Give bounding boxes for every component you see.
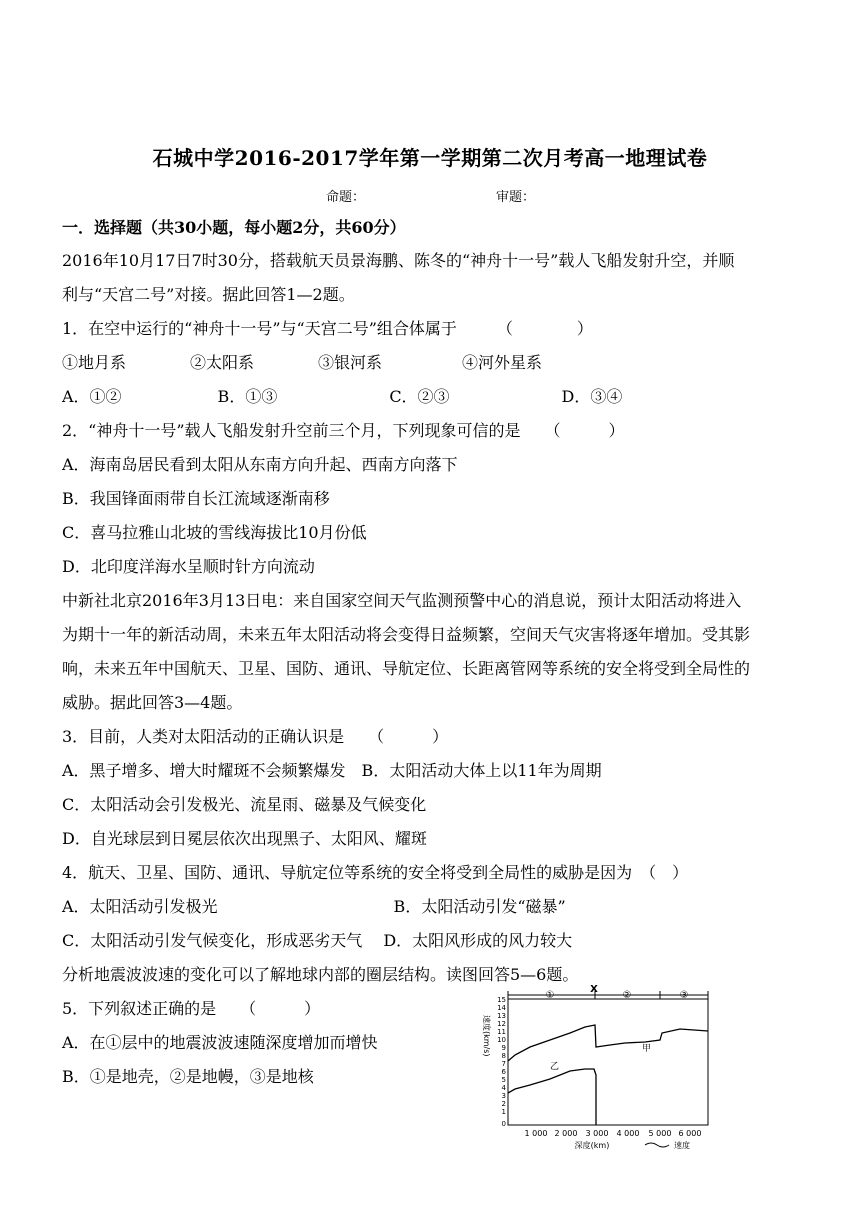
y-tick: 6 bbox=[501, 1068, 506, 1076]
seismic-wave-figure bbox=[470, 985, 720, 1155]
plot-frame bbox=[508, 999, 708, 1125]
question-3-options-ab: A．黑子增多、增大时耀斑不会频繁爆发 B．太阳活动大体上以11年为周期 bbox=[62, 761, 602, 780]
x-ticks bbox=[525, 1129, 702, 1138]
question-1-options: A．①② B．①③ C．②③ D．③④ bbox=[62, 387, 623, 406]
curve-jia bbox=[508, 1025, 708, 1061]
question-2-option-b: B．我国锋面雨带自长江流域逐渐南移 bbox=[62, 489, 330, 508]
passage-line: 中新社北京2016年3月13日电：来自国家空间天气监测预警中心的消息说，预计太阳活动将进入 bbox=[62, 591, 742, 610]
y-tick: 5 bbox=[501, 1076, 506, 1084]
x-tick: 3 000 bbox=[585, 1129, 609, 1138]
question-5-option-b: B．①是地壳，②是地幔，③是地核 bbox=[62, 1067, 314, 1086]
passage-line: 分析地震波波速的变化可以了解地球内部的圈层结构。读图回答5—6题。 bbox=[62, 965, 579, 984]
y-tick: 13 bbox=[497, 1012, 506, 1020]
passage-line: 威胁。据此回答3—4题。 bbox=[62, 693, 243, 712]
question-2-option-c: C．喜马拉雅山北坡的雪线海拔比10月份低 bbox=[62, 523, 367, 542]
question-4-options-ab: A．太阳活动引发极光 B．太阳活动引发“磁暴” bbox=[62, 897, 566, 916]
legend-line bbox=[645, 1143, 669, 1147]
x-tick: 1 000 bbox=[524, 1129, 548, 1138]
y-tick: 3 bbox=[501, 1092, 506, 1100]
y-ticks bbox=[497, 996, 506, 1128]
y-axis-label: 速度(km/s) bbox=[482, 1015, 491, 1057]
y-tick: 10 bbox=[497, 1036, 506, 1044]
passage-line: 利与“天宫二号”对接。据此回答1—2题。 bbox=[62, 285, 355, 304]
y-tick: 4 bbox=[501, 1084, 506, 1092]
curve-label-jia: 甲 bbox=[642, 1044, 652, 1054]
question-3-option-c: C．太阳活动会引发极光、流星雨、磁暴及气候变化 bbox=[62, 795, 427, 814]
passage-line: 为期十一年的新活动周，未来五年太阳活动将会变得日益频繁，空间天气灾害将逐年增加。受其影 bbox=[62, 625, 751, 644]
curve-label-yi: 乙 bbox=[550, 1062, 560, 1072]
y-tick: 9 bbox=[501, 1044, 506, 1052]
y-tick: 12 bbox=[497, 1020, 506, 1028]
passage-line: 响，未来五年中国航天、卫星、国防、通讯、导航定位、长距离管网等系统的安全将受到全局性的 bbox=[62, 659, 751, 678]
y-tick: 14 bbox=[497, 1004, 506, 1012]
passage-line: 2016年10月17日7时30分，搭载航天员景海鹏、陈冬的“神舟十一号”载人飞船发射升空，并顺 bbox=[62, 251, 735, 270]
page-title: 石城中学2016-2017学年第一学期第二次月考高一地理试卷 bbox=[152, 146, 708, 170]
section-heading: 一．选择题（共30小题，每小题2分，共60分） bbox=[62, 218, 406, 237]
question-5: 5．下列叙述正确的是 （ ） bbox=[62, 999, 321, 1018]
question-3: 3．目前，人类对太阳活动的正确认识是 （ ） bbox=[62, 727, 449, 746]
question-2-option-d: D．北印度洋海水呈顺时针方向流动 bbox=[62, 557, 315, 576]
y-tick: 0 bbox=[501, 1120, 506, 1128]
x-axis-label: 深度(km) bbox=[574, 1141, 610, 1150]
x-tick: 2 000 bbox=[554, 1129, 578, 1138]
y-tick: 15 bbox=[497, 996, 506, 1004]
x-tick: 6 000 bbox=[678, 1129, 702, 1138]
question-3-option-d: D．自光球层到日冕层依次出现黑子、太阳风、耀斑 bbox=[62, 829, 427, 848]
y-tick: 7 bbox=[501, 1060, 506, 1068]
y-tick: 8 bbox=[501, 1052, 506, 1060]
question-1-items: ①地月系 ②太阳系 ③银河系 ④河外星系 bbox=[62, 353, 543, 372]
legend-label: 速度 bbox=[674, 1141, 690, 1150]
layer-label-1: ① bbox=[545, 990, 555, 1001]
layer-label-x: X bbox=[590, 985, 598, 995]
question-2-option-a: A．海南岛居民看到太阳从东南方向升起、西南方向落下 bbox=[62, 455, 458, 474]
question-4: 4．航天、卫星、国防、通讯、导航定位等系统的安全将受到全局性的威胁是因为 （ ） bbox=[62, 863, 689, 882]
question-5-option-a: A．在①层中的地震波波速随深度增加而增快 bbox=[62, 1033, 378, 1052]
curve-yi bbox=[508, 1069, 596, 1125]
question-2: 2．“神舟十一号”载人飞船发射升空前三个月，下列现象可信的是 （ ） bbox=[62, 421, 625, 440]
x-tick: 5 000 bbox=[648, 1129, 672, 1138]
y-tick: 11 bbox=[497, 1028, 506, 1036]
question-4-options-cd: C．太阳活动引发气候变化，形成恶劣天气 D．太阳风形成的风力较大 bbox=[62, 931, 573, 950]
y-tick: 2 bbox=[501, 1100, 506, 1108]
layer-label-3: ③ bbox=[679, 990, 689, 1001]
reviewer-label: 审题： bbox=[496, 190, 536, 205]
question-1: 1．在空中运行的“神舟十一号”与“天宫二号”组合体属于 （ ） bbox=[62, 319, 593, 338]
y-tick: 1 bbox=[501, 1108, 506, 1116]
layer-label-2: ② bbox=[622, 990, 632, 1001]
proposer-label: 命题： bbox=[326, 190, 366, 205]
x-tick: 4 000 bbox=[616, 1129, 640, 1138]
